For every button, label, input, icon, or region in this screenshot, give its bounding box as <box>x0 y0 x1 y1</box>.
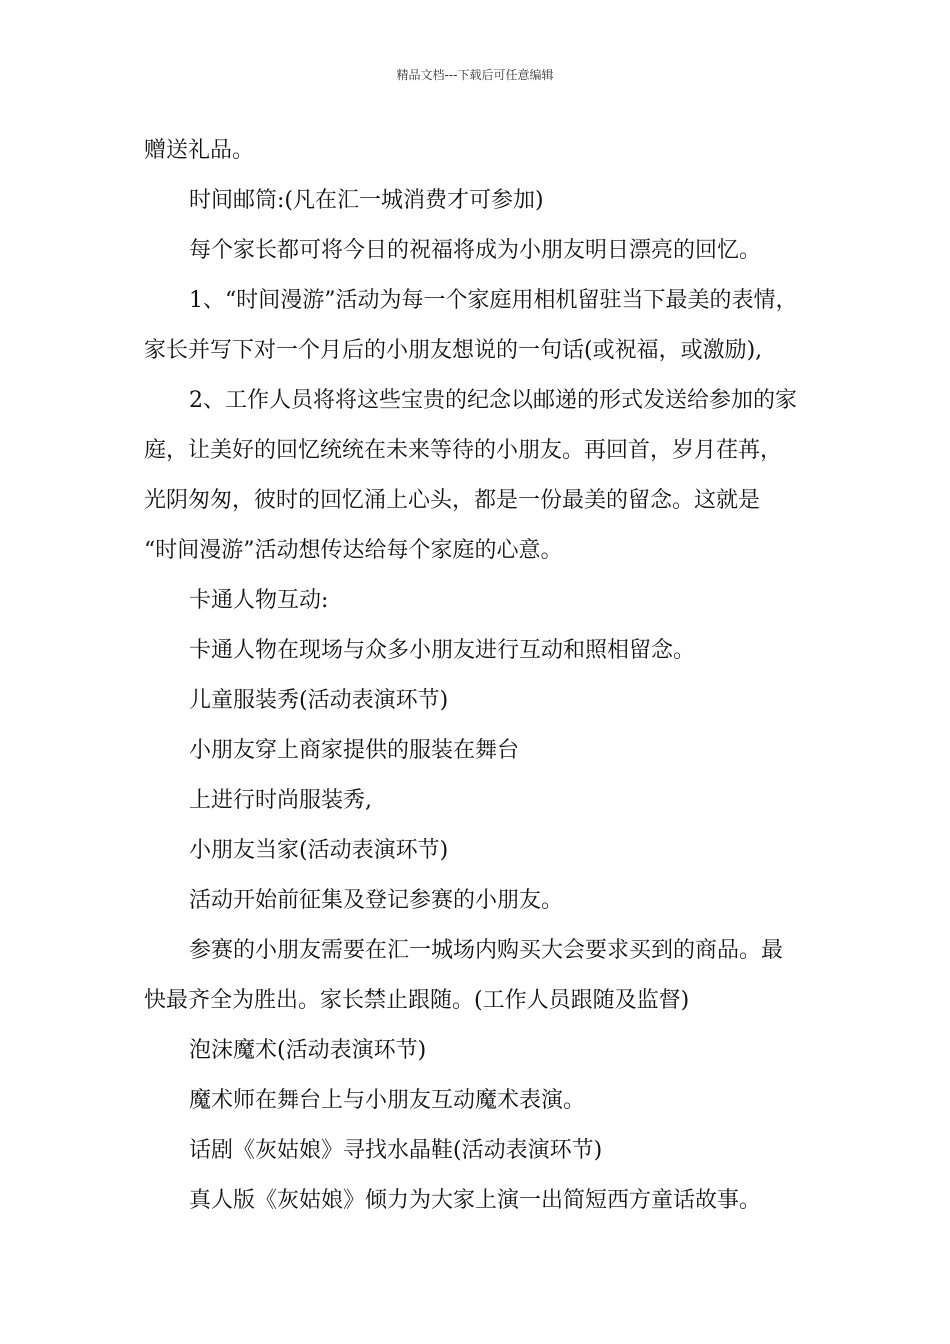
body-line: 1、“时间漫游”活动为每一个家庭用相机留驻当下最美的表情， <box>189 288 798 313</box>
body-line: 光阴匆匆，彼时的回忆涌上心头，都是一份最美的留念。这就是 <box>144 488 761 513</box>
body-line: 赠送礼品。 <box>144 138 255 163</box>
body-line: 活动开始前征集及登记参赛的小朋友。 <box>189 888 564 913</box>
body-line: 小朋友穿上商家提供的服装在舞台 <box>189 738 520 763</box>
body-line: 话剧《灰姑娘》寻找水晶鞋(活动表演环节) <box>189 1138 603 1163</box>
body-line: 家长并写下对一个月后的小朋友想说的一句话(或祝福，或激励), <box>144 338 763 363</box>
body-line: 快最齐全为胜出。家长禁止跟随。(工作人员跟随及监督) <box>144 988 690 1013</box>
body-line: 小朋友当家(活动表演环节) <box>189 838 449 863</box>
body-line: “时间漫游”活动想传达给每个家庭的心意。 <box>144 538 563 563</box>
body-line: 每个家长都可将今日的祝福将成为小朋友明日漂亮的回忆。 <box>189 238 762 263</box>
page-header: 精品文档---下载后可任意编辑 <box>396 68 554 82</box>
body-line: 2、工作人员将将这些宝贵的纪念以邮递的形式发送给参加的家 <box>189 388 797 413</box>
body-line: 参赛的小朋友需要在汇一城场内购买大会要求买到的商品。最 <box>189 938 784 963</box>
body-line: 魔术师在舞台上与小朋友互动魔术表演。 <box>189 1088 586 1113</box>
body-line: 上进行时尚服装秀, <box>189 788 372 813</box>
body-line: 泡沫魔术(活动表演环节) <box>189 1038 427 1063</box>
body-line: 卡通人物互动: <box>189 588 329 613</box>
body-line: 卡通人物在现场与众多小朋友进行互动和照相留念。 <box>189 638 696 663</box>
body-line: 真人版《灰姑娘》倾力为大家上演一出简短西方童话故事。 <box>189 1188 762 1213</box>
body-line: 时间邮筒:(凡在汇一城消费才可参加) <box>189 188 544 213</box>
body-line: 儿童服装秀(活动表演环节) <box>189 688 449 713</box>
body-line: 庭，让美好的回忆统统在未来等待的小朋友。再回首，岁月荏苒， <box>144 438 783 463</box>
